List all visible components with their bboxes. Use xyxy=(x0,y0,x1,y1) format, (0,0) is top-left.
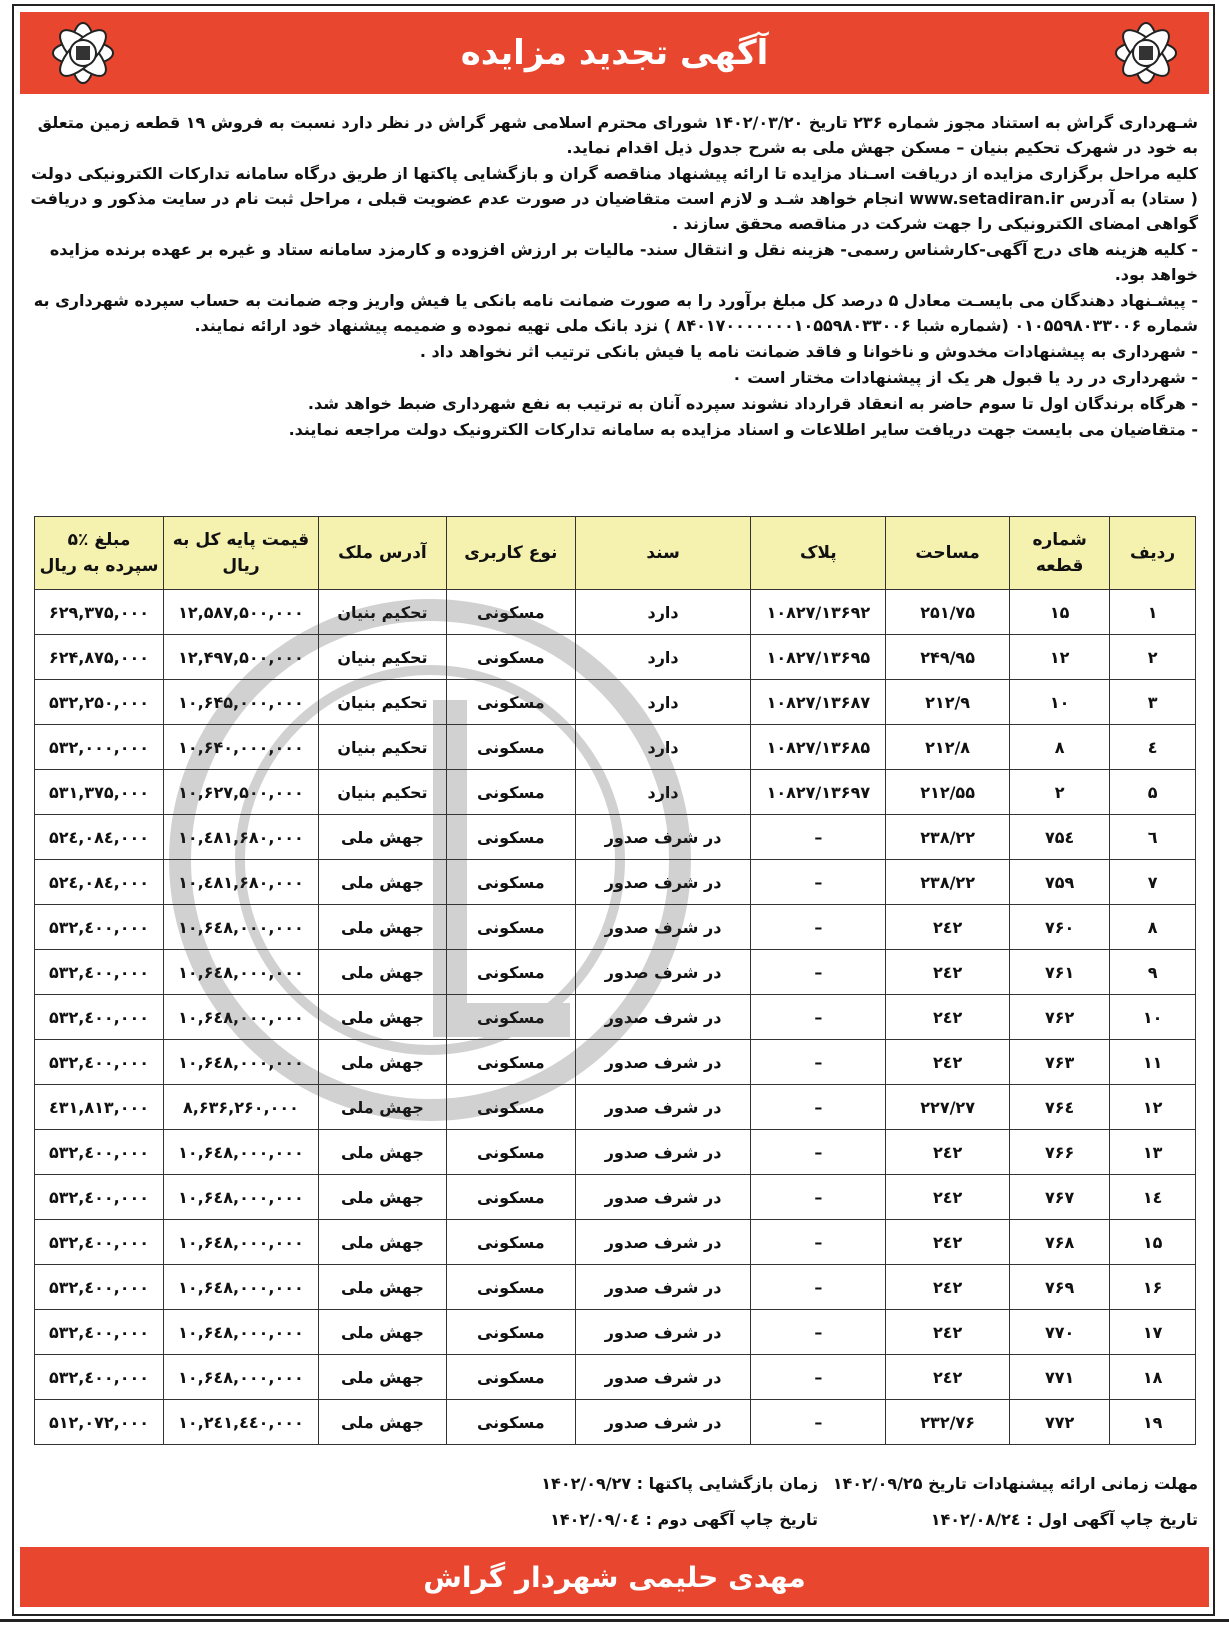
condition-item: - هرگاه برندگان اول تا سوم حاضر به انعقاد قرارداد نشوند سپرده آنان به ترتیب به نفع شهرداری ضبط خواهد شد. xyxy=(307,394,1198,413)
cell-deed: در شرف صدور xyxy=(575,1175,751,1220)
cell-row-no: ٦ xyxy=(1110,815,1196,860)
cell-plaque: – xyxy=(751,1310,886,1355)
cell-deposit: ۵۲٤,۰۸٤,۰۰۰ xyxy=(35,815,164,860)
cell-area: ۲٤۲ xyxy=(886,1355,1010,1400)
cell-row-no: ۳ xyxy=(1110,680,1196,725)
table-row xyxy=(35,815,1196,860)
cell-row-no: ۱ xyxy=(1110,590,1196,635)
cell-deed: در شرف صدور xyxy=(575,1085,751,1130)
cell-deed: دارد xyxy=(575,725,751,770)
cell-row-no: ۱٤ xyxy=(1110,1175,1196,1220)
table-row xyxy=(35,1220,1196,1265)
cell-usage: مسکونی xyxy=(446,635,575,680)
cell-area: ۲٤۲ xyxy=(886,1040,1010,1085)
cell-usage: مسکونی xyxy=(446,725,575,770)
cell-area: ۲۲۷/۲۷ xyxy=(886,1085,1010,1130)
table-row xyxy=(35,770,1196,815)
condition-item: - شهرداری در رد یا قبول هر یک از پیشنهادات مختار است ۰ xyxy=(731,368,1198,387)
cell-deed: در شرف صدور xyxy=(575,1310,751,1355)
table-row xyxy=(35,1040,1196,1085)
cell-plaque: – xyxy=(751,950,886,995)
cell-base-price: ۱۰,۶٤۸,۰۰۰,۰۰۰ xyxy=(164,1175,319,1220)
cell-plaque: ۱۰۸۲۷/۱۳۶۹۷ xyxy=(751,770,886,815)
cell-address: جهش ملی xyxy=(318,815,446,860)
cell-row-no: ۹ xyxy=(1110,950,1196,995)
col-header-plot-no: شماره قطعه xyxy=(1010,517,1110,590)
col-header-address: آدرس ملک xyxy=(318,517,446,590)
cell-base-price: ۱۲,۵۸۷,۵۰۰,۰۰۰ xyxy=(164,590,319,635)
cell-deposit: ۵۳۲,٤۰۰,۰۰۰ xyxy=(35,1175,164,1220)
cell-usage: مسکونی xyxy=(446,1040,575,1085)
cell-usage: مسکونی xyxy=(446,590,575,635)
intro-paragraph: کلیه مراحل برگزاری مزایده از دریافت اسـناد مزایده تا ارائه پیشنهاد مناقصه گران و بازگشایی پاکتها از طریق درگاه سامانه تدارکات الکترونیکی دولت ( ستاد) به آدرس www.setadiran.ir انجام خواهد شـد و لازم است متقاضیان در صورت عدم عضویت قبلی ، مراحل ثبت نام در سایت مذکور و دریافت گواهی امضای الکترونیکی را جهت شرکت در مناقصه محقق سازند . xyxy=(30,164,1198,233)
mayor-signature: مهدی حلیمی شهردار گراش xyxy=(423,1560,806,1594)
col-header-area: مساحت xyxy=(886,517,1010,590)
cell-area: ۲٤۲ xyxy=(886,905,1010,950)
table-row xyxy=(35,860,1196,905)
cell-deed: در شرف صدور xyxy=(575,1220,751,1265)
cell-address: جهش ملی xyxy=(318,995,446,1040)
cell-address: جهش ملی xyxy=(318,950,446,995)
cell-plot-no: ۷۶۸ xyxy=(1010,1220,1110,1265)
cell-area: ۲۱۲/۵۵ xyxy=(886,770,1010,815)
cell-base-price: ۱۰,۶٤۸,۰۰۰,۰۰۰ xyxy=(164,950,319,995)
cell-plaque: ۱۰۸۲۷/۱۳۶۹۵ xyxy=(751,635,886,680)
auction-table xyxy=(34,516,1196,1445)
cell-plot-no: ۱۲ xyxy=(1010,635,1110,680)
cell-address: تحکیم بنیان xyxy=(318,590,446,635)
cell-plaque: ۱۰۸۲۷/۱۳۶۹۲ xyxy=(751,590,886,635)
col-header-row-no: ردیف xyxy=(1110,517,1196,590)
cell-base-price: ۱۰,۲٤۱,٤٤۰,۰۰۰ xyxy=(164,1400,319,1445)
cell-base-price: ۱۰,۶۲۷,۵۰۰,۰۰۰ xyxy=(164,770,319,815)
cell-address: جهش ملی xyxy=(318,1130,446,1175)
cell-deposit: ۵۳۲,۲۵۰,۰۰۰ xyxy=(35,680,164,725)
cell-row-no: ۱۷ xyxy=(1110,1310,1196,1355)
cell-area: ۲۱۲/۸ xyxy=(886,725,1010,770)
col-header-plaque: پلاک xyxy=(751,517,886,590)
table-row xyxy=(35,1265,1196,1310)
cell-usage: مسکونی xyxy=(446,905,575,950)
cell-base-price: ۱۰,۶٤۸,۰۰۰,۰۰۰ xyxy=(164,905,319,950)
cell-base-price: ۸,۶۳۶,۲۶۰,۰۰۰ xyxy=(164,1085,319,1130)
cell-plot-no: ۷۵۹ xyxy=(1010,860,1110,905)
cell-plaque: – xyxy=(751,1085,886,1130)
cell-base-price: ۱۰,۶٤۸,۰۰۰,۰۰۰ xyxy=(164,1040,319,1085)
condition-item: - شهرداری به پیشنهادات مخدوش و ناخوانا و فاقد ضمانت نامه یا فیش بانکی ترتیب اثر نخواهد داد . xyxy=(419,342,1198,361)
cell-usage: مسکونی xyxy=(446,1355,575,1400)
cell-row-no: ۵ xyxy=(1110,770,1196,815)
condition-item: - کلیه هزینه های درج آگهی-کارشناس رسمی- هزینه نقل و انتقال سند- مالیات بر ارزش افزوده و کارمزد سامانه ستاد و غیره بر عهده برنده مزایده خواهد بود. xyxy=(49,240,1198,284)
cell-address: جهش ملی xyxy=(318,1040,446,1085)
cell-usage: مسکونی xyxy=(446,1265,575,1310)
cell-deposit: ۶۲۹,۳۷۵,۰۰۰ xyxy=(35,590,164,635)
cell-usage: مسکونی xyxy=(446,1175,575,1220)
cell-usage: مسکونی xyxy=(446,995,575,1040)
cell-row-no: ۱۶ xyxy=(1110,1265,1196,1310)
cell-deed: در شرف صدور xyxy=(575,1130,751,1175)
cell-plot-no: ۷۷۱ xyxy=(1010,1355,1110,1400)
cell-address: تحکیم بنیان xyxy=(318,680,446,725)
cell-base-price: ۱۰,۶٤۸,۰۰۰,۰۰۰ xyxy=(164,995,319,1040)
cell-row-no: ۱۸ xyxy=(1110,1355,1196,1400)
cell-area: ۲٤۲ xyxy=(886,1310,1010,1355)
table-row xyxy=(35,1310,1196,1355)
cell-deed: در شرف صدور xyxy=(575,1355,751,1400)
cell-deposit: ۵۳۲,٤۰۰,۰۰۰ xyxy=(35,1265,164,1310)
cell-deposit: ۶۲۴,۸۷۵,۰۰۰ xyxy=(35,635,164,680)
cell-base-price: ۱۰,۶۴۵,۰۰۰,۰۰۰ xyxy=(164,680,319,725)
cell-usage: مسکونی xyxy=(446,770,575,815)
condition-item: - پیشـنهاد دهندگان می بایسـت معادل ۵ درصد کل مبلغ برآورد را به صورت ضمانت نامه بانکی یا فیش واریز وجه ضمانت به حساب سپرده شهرداری به شماره ۰۱۰۵۵۹۸۰۳۳۰۰۶ (شماره شبا ۸۴۰۱۷۰۰۰۰۰۰۰۱۰۵۵۹۸۰۳۳۰۰۶ ) نزد بانک ملی تهیه نموده و ضمیمه پیشنهاد خود ارائه نمایند. xyxy=(33,291,1198,335)
second-print-date: تاریخ چاپ آگهی دوم : ۱۴۰۲/۰۹/۰٤ xyxy=(550,1509,818,1529)
cell-plot-no: ۷۷۰ xyxy=(1010,1310,1110,1355)
cell-address: جهش ملی xyxy=(318,1355,446,1400)
announcement-text xyxy=(30,110,1198,443)
cell-usage: مسکونی xyxy=(446,1310,575,1355)
cell-deposit: ٤۳۱,۸۱۳,۰۰۰ xyxy=(35,1085,164,1130)
condition-item: - متقاضیان می بایست جهت دریافت سایر اطلاعات و اسناد مزایده به سامانه تدارکات الکترونیک دولت مراجعه نمایند. xyxy=(288,420,1198,439)
cell-deposit: ۵۳۲,٤۰۰,۰۰۰ xyxy=(35,905,164,950)
cell-address: جهش ملی xyxy=(318,860,446,905)
signature-banner xyxy=(20,1547,1209,1607)
cell-deposit: ۵۳۲,٤۰۰,۰۰۰ xyxy=(35,1355,164,1400)
table-row xyxy=(35,1355,1196,1400)
cell-base-price: ۱۰,۶٤۸,۰۰۰,۰۰۰ xyxy=(164,1310,319,1355)
col-header-deposit: مبلغ ٪۵ سپرده به ریال xyxy=(35,517,164,590)
deadline-text: مهلت زمانی ارائه پیشنهادات تاریخ ۱۴۰۲/۰۹/۲۵ xyxy=(832,1473,1198,1493)
cell-base-price: ۱۰,۶٤۸,۰۰۰,۰۰۰ xyxy=(164,1355,319,1400)
cell-plaque: – xyxy=(751,1040,886,1085)
cell-usage: مسکونی xyxy=(446,950,575,995)
cell-address: جهش ملی xyxy=(318,1400,446,1445)
cell-address: جهش ملی xyxy=(318,905,446,950)
cell-plaque: – xyxy=(751,815,886,860)
cell-address: تحکیم بنیان xyxy=(318,725,446,770)
cell-plot-no: ۷۶٤ xyxy=(1010,1085,1110,1130)
cell-base-price: ۱۰,٤۸۱,۶۸۰,۰۰۰ xyxy=(164,815,319,860)
cell-deposit: ۵۳۲,٤۰۰,۰۰۰ xyxy=(35,1130,164,1175)
title-banner xyxy=(20,12,1209,94)
cell-area: ۲۳۲/۷۶ xyxy=(886,1400,1010,1445)
cell-row-no: ۲ xyxy=(1110,635,1196,680)
cell-deposit: ۵۳۲,٤۰۰,۰۰۰ xyxy=(35,995,164,1040)
cell-area: ۲۳۸/۲۲ xyxy=(886,815,1010,860)
cell-deposit: ۵۳۲,٤۰۰,۰۰۰ xyxy=(35,950,164,995)
cell-plot-no: ۷۶۱ xyxy=(1010,950,1110,995)
cell-usage: مسکونی xyxy=(446,1220,575,1265)
cell-plaque: – xyxy=(751,1355,886,1400)
table-row xyxy=(35,635,1196,680)
page-title: آگهی تجدید مزایده xyxy=(460,33,769,73)
table-row xyxy=(35,950,1196,995)
cell-deed: در شرف صدور xyxy=(575,905,751,950)
cell-plaque: ۱۰۸۲۷/۱۳۶۸۵ xyxy=(751,725,886,770)
cell-address: جهش ملی xyxy=(318,1085,446,1130)
cell-deed: دارد xyxy=(575,590,751,635)
cell-row-no: ۷ xyxy=(1110,860,1196,905)
cell-base-price: ۱۰,۶٤۸,۰۰۰,۰۰۰ xyxy=(164,1265,319,1310)
cell-deed: در شرف صدور xyxy=(575,1400,751,1445)
first-print-date: تاریخ چاپ آگهی اول : ۱۴۰۲/۰۸/۲٤ xyxy=(930,1509,1198,1529)
cell-plaque: – xyxy=(751,1130,886,1175)
cell-deed: دارد xyxy=(575,770,751,815)
cell-base-price: ۱۲,۴۹۷,۵۰۰,۰۰۰ xyxy=(164,635,319,680)
cell-plot-no: ۲ xyxy=(1010,770,1110,815)
cell-base-price: ۱۰,۶٤۸,۰۰۰,۰۰۰ xyxy=(164,1130,319,1175)
table-row xyxy=(35,1175,1196,1220)
cell-deposit: ۵۳۲,۰۰۰,۰۰۰ xyxy=(35,725,164,770)
cell-usage: مسکونی xyxy=(446,1130,575,1175)
cell-usage: مسکونی xyxy=(446,1400,575,1445)
cell-usage: مسکونی xyxy=(446,860,575,905)
cell-address: جهش ملی xyxy=(318,1310,446,1355)
cell-address: تحکیم بنیان xyxy=(318,635,446,680)
cell-plaque: – xyxy=(751,1400,886,1445)
cell-plaque: – xyxy=(751,1265,886,1310)
cell-usage: مسکونی xyxy=(446,815,575,860)
cell-plot-no: ۱۵ xyxy=(1010,590,1110,635)
cell-address: تحکیم بنیان xyxy=(318,770,446,815)
table-row xyxy=(35,1085,1196,1130)
cell-row-no: ۱۰ xyxy=(1110,995,1196,1040)
table-row xyxy=(35,995,1196,1040)
cell-plot-no: ۸ xyxy=(1010,725,1110,770)
cell-base-price: ۱۰,۶۴۰,۰۰۰,۰۰۰ xyxy=(164,725,319,770)
cell-plot-no: ۷۶۰ xyxy=(1010,905,1110,950)
cell-plaque: – xyxy=(751,1220,886,1265)
cell-deed: در شرف صدور xyxy=(575,860,751,905)
table-row xyxy=(35,1130,1196,1175)
cell-plot-no: ۷۶۲ xyxy=(1010,995,1110,1040)
cell-deed: در شرف صدور xyxy=(575,950,751,995)
cell-plaque: ۱۰۸۲۷/۱۳۶۸۷ xyxy=(751,680,886,725)
table-row xyxy=(35,905,1196,950)
cell-plaque: – xyxy=(751,995,886,1040)
cell-deed: در شرف صدور xyxy=(575,995,751,1040)
cell-row-no: ۱۲ xyxy=(1110,1085,1196,1130)
cell-address: جهش ملی xyxy=(318,1265,446,1310)
table-row xyxy=(35,1400,1196,1445)
municipality-logo-right xyxy=(1113,20,1179,86)
cell-plot-no: ۷۶۶ xyxy=(1010,1130,1110,1175)
table-row xyxy=(35,590,1196,635)
col-header-base-price: قیمت پایه کل به ریال xyxy=(164,517,319,590)
cell-plot-no: ۷۶۷ xyxy=(1010,1175,1110,1220)
cell-deposit: ۵۲٤,۰۸٤,۰۰۰ xyxy=(35,860,164,905)
cell-deed: دارد xyxy=(575,635,751,680)
cell-base-price: ۱۰,۶٤۸,۰۰۰,۰۰۰ xyxy=(164,1220,319,1265)
cell-area: ۲٤۲ xyxy=(886,1220,1010,1265)
bottom-divider xyxy=(0,1619,1229,1622)
cell-row-no: ۱۱ xyxy=(1110,1040,1196,1085)
cell-plaque: – xyxy=(751,860,886,905)
cell-area: ۲٤۲ xyxy=(886,995,1010,1040)
cell-deposit: ۵۳۲,٤۰۰,۰۰۰ xyxy=(35,1310,164,1355)
cell-row-no: ٤ xyxy=(1110,725,1196,770)
table-row xyxy=(35,725,1196,770)
intro-paragraph: شـهرداری گراش به استناد مجوز شماره ۲۳۶ تاریخ ۱۴۰۲/۰۳/۲۰ شورای محترم اسلامی شهر گراش در نظر دارد نسبت به فروش ۱۹ قطعه زمین متعلق به خود در شهرک تحکیم بنیان – مسکن جهش ملی به شرح جدول ذیل اقدام نماید. xyxy=(37,113,1198,157)
cell-plot-no: ۷۶۹ xyxy=(1010,1265,1110,1310)
cell-deposit: ۵۱۲,۰۷۲,۰۰۰ xyxy=(35,1400,164,1445)
col-header-deed: سند xyxy=(575,517,751,590)
cell-area: ۲٤۲ xyxy=(886,1175,1010,1220)
cell-address: جهش ملی xyxy=(318,1220,446,1265)
cell-area: ۲۱۲/۹ xyxy=(886,680,1010,725)
cell-area: ۲٤۲ xyxy=(886,950,1010,995)
opening-text: زمان بازگشایی پاکتها : ۱۴۰۲/۰۹/۲۷ xyxy=(541,1473,818,1493)
cell-deposit: ۵۳۲,٤۰۰,۰۰۰ xyxy=(35,1040,164,1085)
municipality-logo-left xyxy=(50,20,116,86)
cell-deed: در شرف صدور xyxy=(575,1265,751,1310)
cell-plot-no: ۷۵٤ xyxy=(1010,815,1110,860)
table-row xyxy=(35,680,1196,725)
cell-plaque: – xyxy=(751,905,886,950)
cell-area: ۲۴۹/۹۵ xyxy=(886,635,1010,680)
cell-usage: مسکونی xyxy=(446,680,575,725)
cell-area: ۲٤۲ xyxy=(886,1130,1010,1175)
cell-area: ۲٤۲ xyxy=(886,1265,1010,1310)
cell-plot-no: ۷۶۳ xyxy=(1010,1040,1110,1085)
cell-row-no: ۱۳ xyxy=(1110,1130,1196,1175)
cell-area: ۲۵۱/۷۵ xyxy=(886,590,1010,635)
cell-row-no: ۱۵ xyxy=(1110,1220,1196,1265)
cell-plot-no: ۱۰ xyxy=(1010,680,1110,725)
cell-area: ۲۳۸/۲۲ xyxy=(886,860,1010,905)
cell-plot-no: ۷۷۲ xyxy=(1010,1400,1110,1445)
col-header-usage: نوع کاربری xyxy=(446,517,575,590)
cell-address: جهش ملی xyxy=(318,1175,446,1220)
cell-usage: مسکونی xyxy=(446,1085,575,1130)
cell-plaque: – xyxy=(751,1175,886,1220)
table-header-row xyxy=(35,517,1196,590)
cell-deposit: ۵۳۱,۳۷۵,۰۰۰ xyxy=(35,770,164,815)
cell-row-no: ۱۹ xyxy=(1110,1400,1196,1445)
cell-row-no: ۸ xyxy=(1110,905,1196,950)
cell-deposit: ۵۳۲,٤۰۰,۰۰۰ xyxy=(35,1220,164,1265)
cell-base-price: ۱۰,٤۸۱,۶۸۰,۰۰۰ xyxy=(164,860,319,905)
cell-deed: در شرف صدور xyxy=(575,1040,751,1085)
cell-deed: دارد xyxy=(575,680,751,725)
cell-deed: در شرف صدور xyxy=(575,815,751,860)
